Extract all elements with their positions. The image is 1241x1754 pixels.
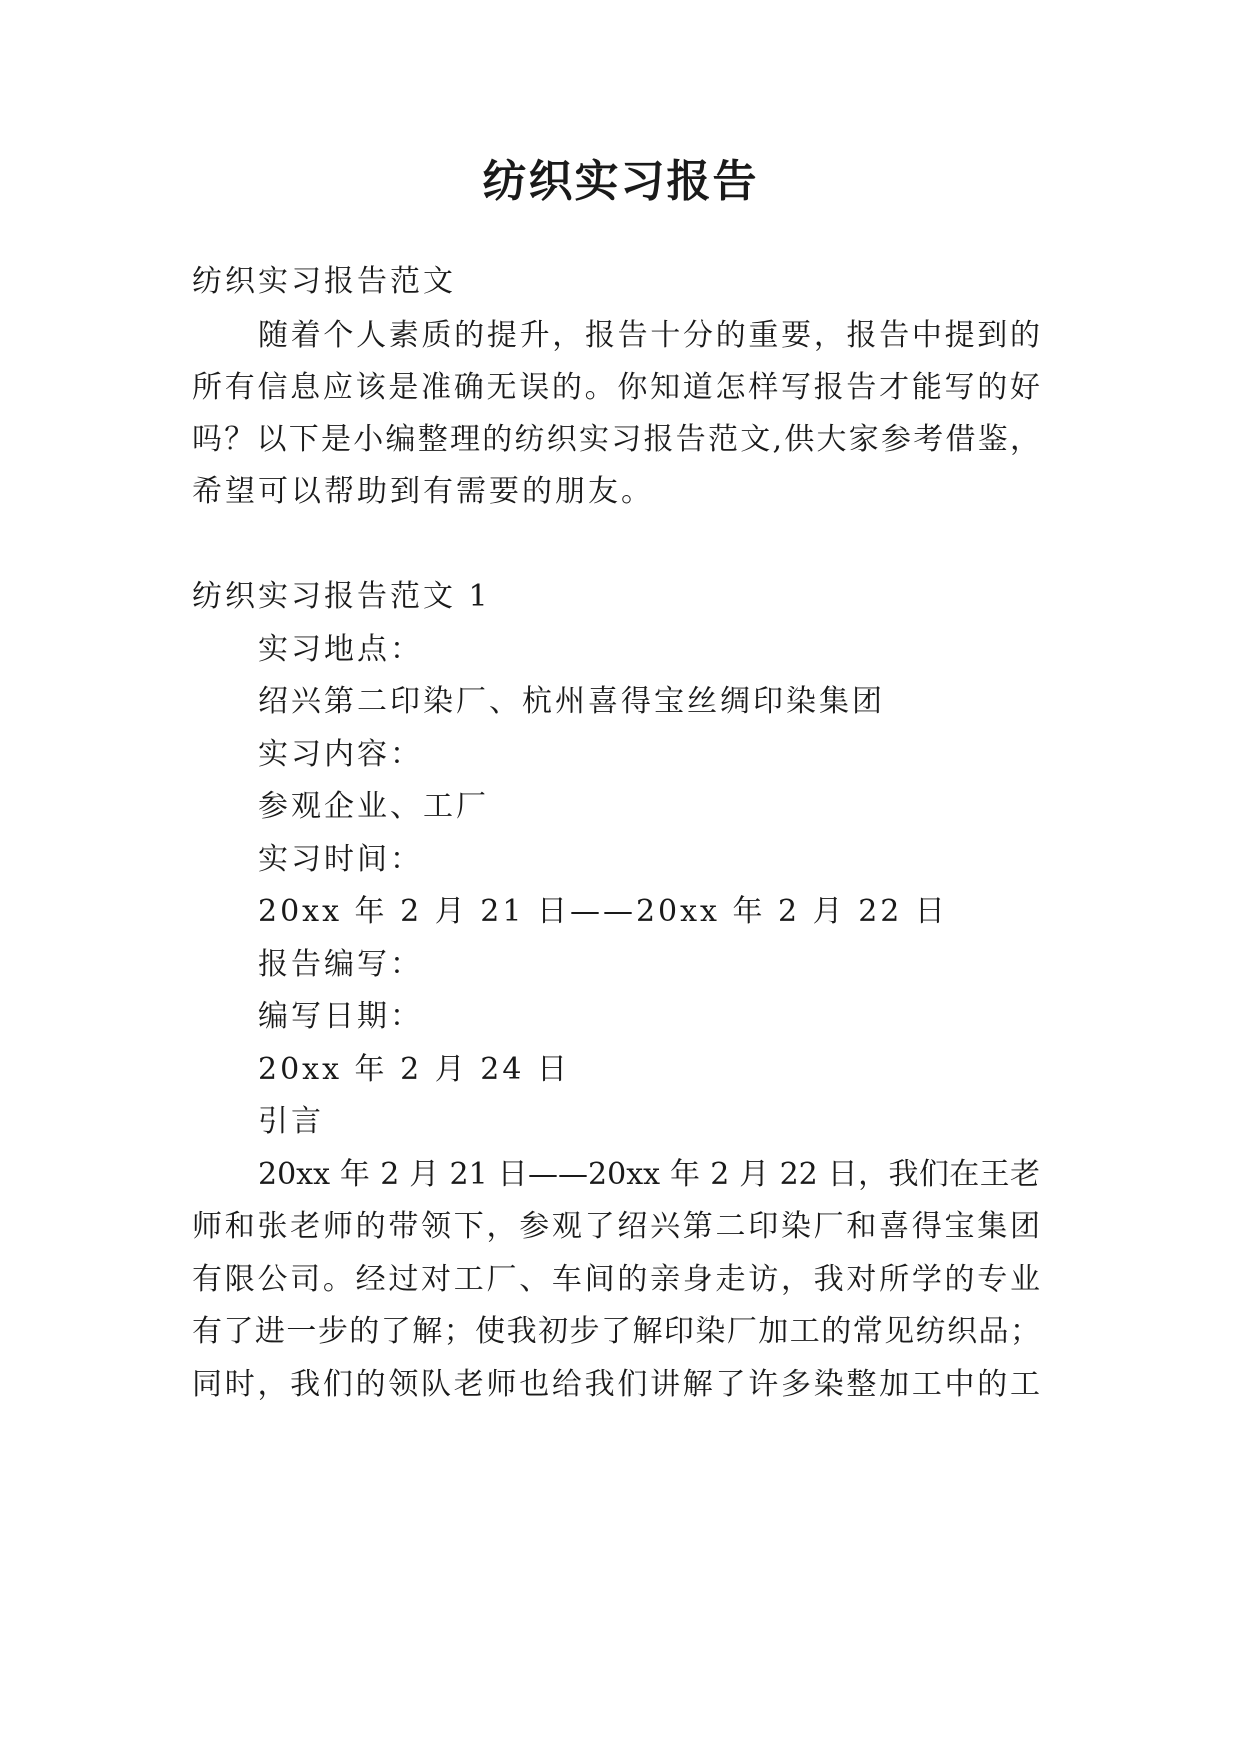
- preface-line: 有限公司。经过对工厂、车间的亲身走访，我对所学的专业: [192, 1262, 1040, 1297]
- location-label: 实习地点：: [258, 632, 423, 667]
- author-label: 报告编写：: [258, 947, 423, 982]
- content-value: 参观企业、工厂: [258, 789, 489, 824]
- intro-line: 希望可以帮助到有需要的朋友。: [192, 474, 654, 509]
- time-value: 20xx 年 2 月 21 日——20xx 年 2 月 22 日: [258, 894, 948, 929]
- preface-heading: 引言: [258, 1104, 324, 1139]
- time-label: 实习时间：: [258, 842, 423, 877]
- intro-line: 随着个人素质的提升，报告十分的重要，报告中提到的: [258, 318, 1040, 353]
- preface-line: 20xx 年 2 月 21 日——20xx 年 2 月 22 日，我们在王老: [258, 1157, 1040, 1192]
- date-value: 20xx 年 2 月 24 日: [258, 1052, 570, 1087]
- preface-line: 有了进一步的了解；使我初步了解印染厂加工的常见纺织品；: [192, 1314, 1040, 1349]
- document-title: 纺织实习报告: [482, 156, 759, 207]
- location-value: 绍兴第二印染厂、杭州喜得宝丝绸印染集团: [258, 684, 885, 719]
- intro-line: 所有信息应该是准确无误的。你知道怎样写报告才能写的好: [192, 370, 1040, 405]
- intro-line: 吗？以下是小编整理的纺织实习报告范文,供大家参考借鉴，: [192, 422, 1040, 457]
- date-label: 编写日期：: [258, 999, 423, 1034]
- preface-line: 师和张老师的带领下，参观了绍兴第二印染厂和喜得宝集团: [192, 1209, 1040, 1244]
- section-heading: 纺织实习报告范文 1: [192, 579, 491, 614]
- document-subtitle: 纺织实习报告范文: [192, 264, 456, 299]
- content-label: 实习内容：: [258, 737, 423, 772]
- preface-line: 同时，我们的领队老师也给我们讲解了许多染整加工中的工: [192, 1367, 1040, 1402]
